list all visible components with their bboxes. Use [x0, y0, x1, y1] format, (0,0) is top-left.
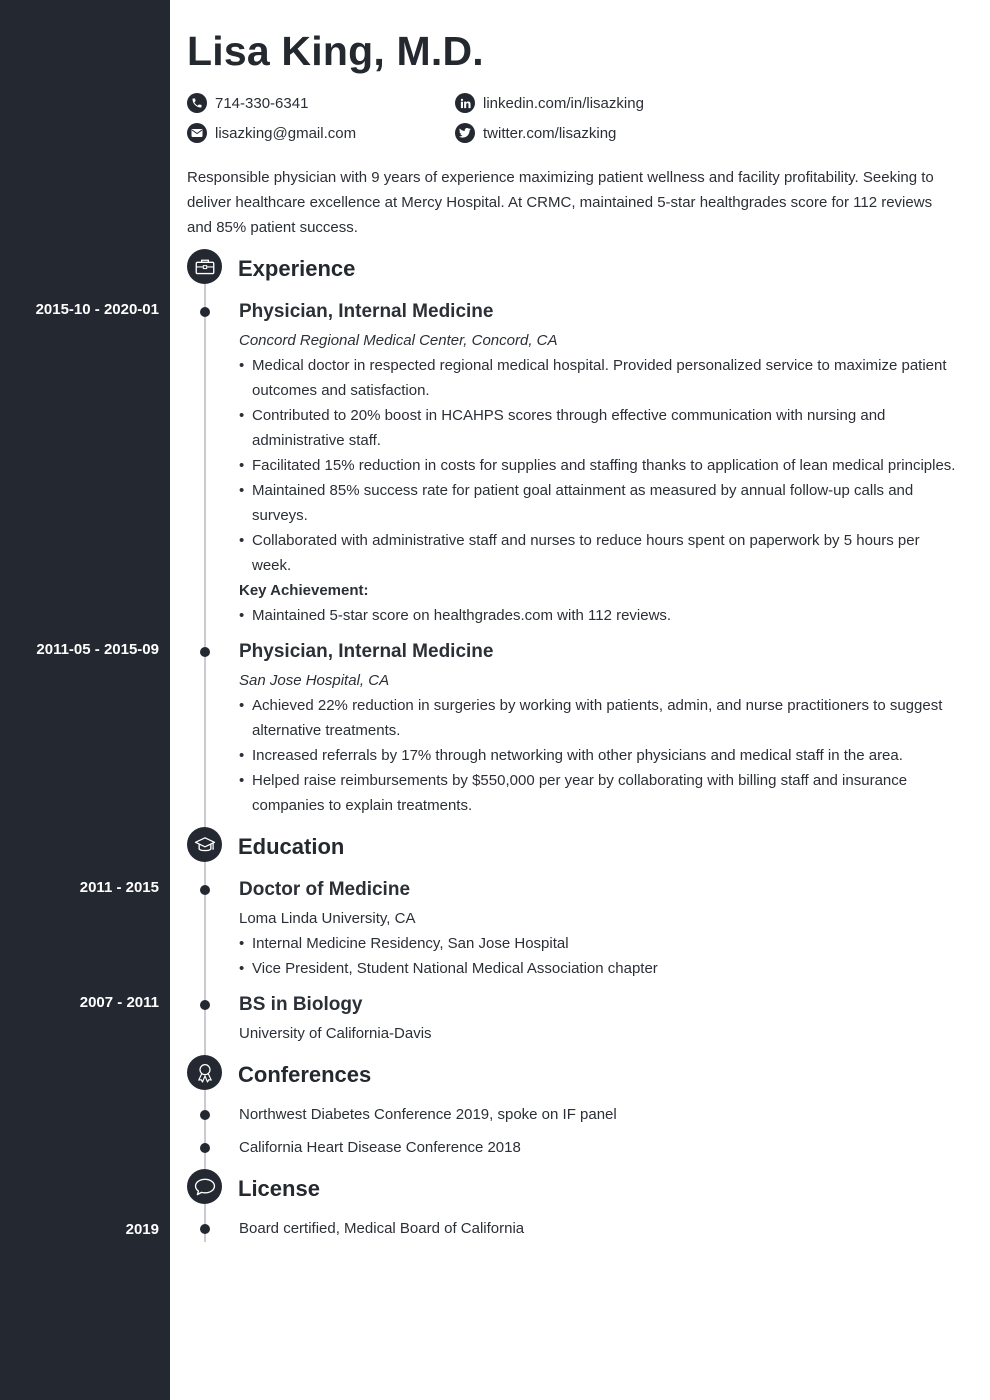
briefcase-icon [187, 249, 222, 284]
job-title: Physician, Internal Medicine [239, 301, 494, 322]
candidate-name: Lisa King, M.D. [187, 28, 484, 74]
list-item: • Internal Medicine Residency, San Jose Hospital [239, 931, 959, 956]
linkedin-text[interactable]: linkedin.com/in/lisazking [483, 94, 644, 112]
timeline-dot [200, 1143, 210, 1153]
school-name: Loma Linda University, CA [239, 910, 416, 927]
contact-email [187, 123, 356, 143]
section-title-experience: Experience [238, 256, 356, 281]
timeline-dot [200, 1110, 210, 1120]
timeline-line-conferences [204, 1090, 206, 1172]
list-item: • Maintained 5-star score on healthgrades.com with 112 reviews. [239, 603, 959, 628]
list-item: • Helped raise reimbursements by $550,000 per year by collaborating with billing staff and insurance companies to explain treatments. [239, 768, 959, 818]
section-title-license: License [238, 1176, 320, 1201]
list-item: • Facilitated 15% reduction in costs for supplies and staffing thanks to application of lean medical principles. [239, 453, 969, 478]
timeline-line-experience [204, 284, 206, 829]
list-item: • Achieved 22% reduction in surgeries by working with patients, admin, and nurse practitioners to suggest alternative treatments. [239, 693, 959, 743]
sidebar [0, 0, 170, 1400]
section-title-education: Education [238, 834, 345, 859]
job-dates: 2011-05 - 2015-09 [36, 641, 159, 658]
summary: Responsible physician with 9 years of experience maximizing patient wellness and facility profitability. Seeking to deliver healthcare excellence at Mercy Hospital. At CRMC, maintained 5-star healthgrades score for 112 reviews and 85% patient success. [187, 169, 934, 236]
school-name: University of California-Davis [239, 1025, 432, 1042]
job-title: Physician, Internal Medicine [239, 641, 494, 662]
job-dates: 2015-10 - 2020-01 [35, 301, 159, 318]
contact-twitter [455, 123, 616, 143]
education-dates: 2011 - 2015 [79, 879, 159, 896]
speech-bubble-icon [187, 1169, 222, 1204]
list-item: • Increased referrals by 17% through networking with other physicians and medical staff in the area. [239, 743, 959, 768]
award-ribbon-icon [187, 1055, 222, 1090]
phone-icon [187, 93, 207, 113]
linkedin-icon [455, 93, 475, 113]
conference-item: California Heart Disease Conference 2018 [239, 1139, 521, 1156]
list-item: • Vice President, Student National Medical Association chapter [239, 956, 959, 981]
list-item: • Medical doctor in respected regional medical hospital. Provided personalized service to maximize patient outcomes and satisfaction. [239, 353, 959, 403]
key-achievement-label: Key Achievement: [239, 582, 369, 599]
email-text[interactable]: lisazking@gmail.com [215, 124, 357, 142]
degree-title: BS in Biology [239, 994, 363, 1015]
education-dates: 2007 - 2011 [79, 994, 159, 1011]
degree-title: Doctor of Medicine [239, 879, 411, 900]
conference-item: Northwest Diabetes Conference 2019, spoke on IF panel [239, 1106, 617, 1123]
timeline-line-license [204, 1204, 206, 1242]
timeline-dot [200, 307, 210, 317]
email-icon [187, 123, 207, 143]
contact-linkedin [455, 93, 644, 113]
twitter-icon [455, 123, 475, 143]
graduation-cap-icon [187, 827, 222, 862]
timeline-dot [200, 885, 210, 895]
job-org: Concord Regional Medical Center, Concord, CA [239, 332, 558, 349]
license-item: Board certified, Medical Board of California [239, 1220, 525, 1237]
list-item: • Contributed to 20% boost in HCAHPS scores through effective communication with nursing and administrative staff. [239, 403, 959, 453]
job-org: San Jose Hospital, CA [239, 672, 390, 689]
license-dates: 2019 [125, 1221, 159, 1238]
section-title-conferences: Conferences [238, 1062, 372, 1087]
twitter-text[interactable]: twitter.com/lisazking [483, 124, 617, 142]
timeline-dot [200, 647, 210, 657]
phone-text: 714-330-6341 [215, 94, 309, 112]
timeline-dot [200, 1000, 210, 1010]
contact-phone [187, 93, 308, 113]
list-item: • Collaborated with administrative staff and nurses to reduce hours spent on paperwork by 5 hours per week. [239, 528, 959, 578]
list-item: • Maintained 85% success rate for patient goal attainment as measured by annual follow-up calls and surveys. [239, 478, 959, 528]
timeline-dot [200, 1224, 210, 1234]
